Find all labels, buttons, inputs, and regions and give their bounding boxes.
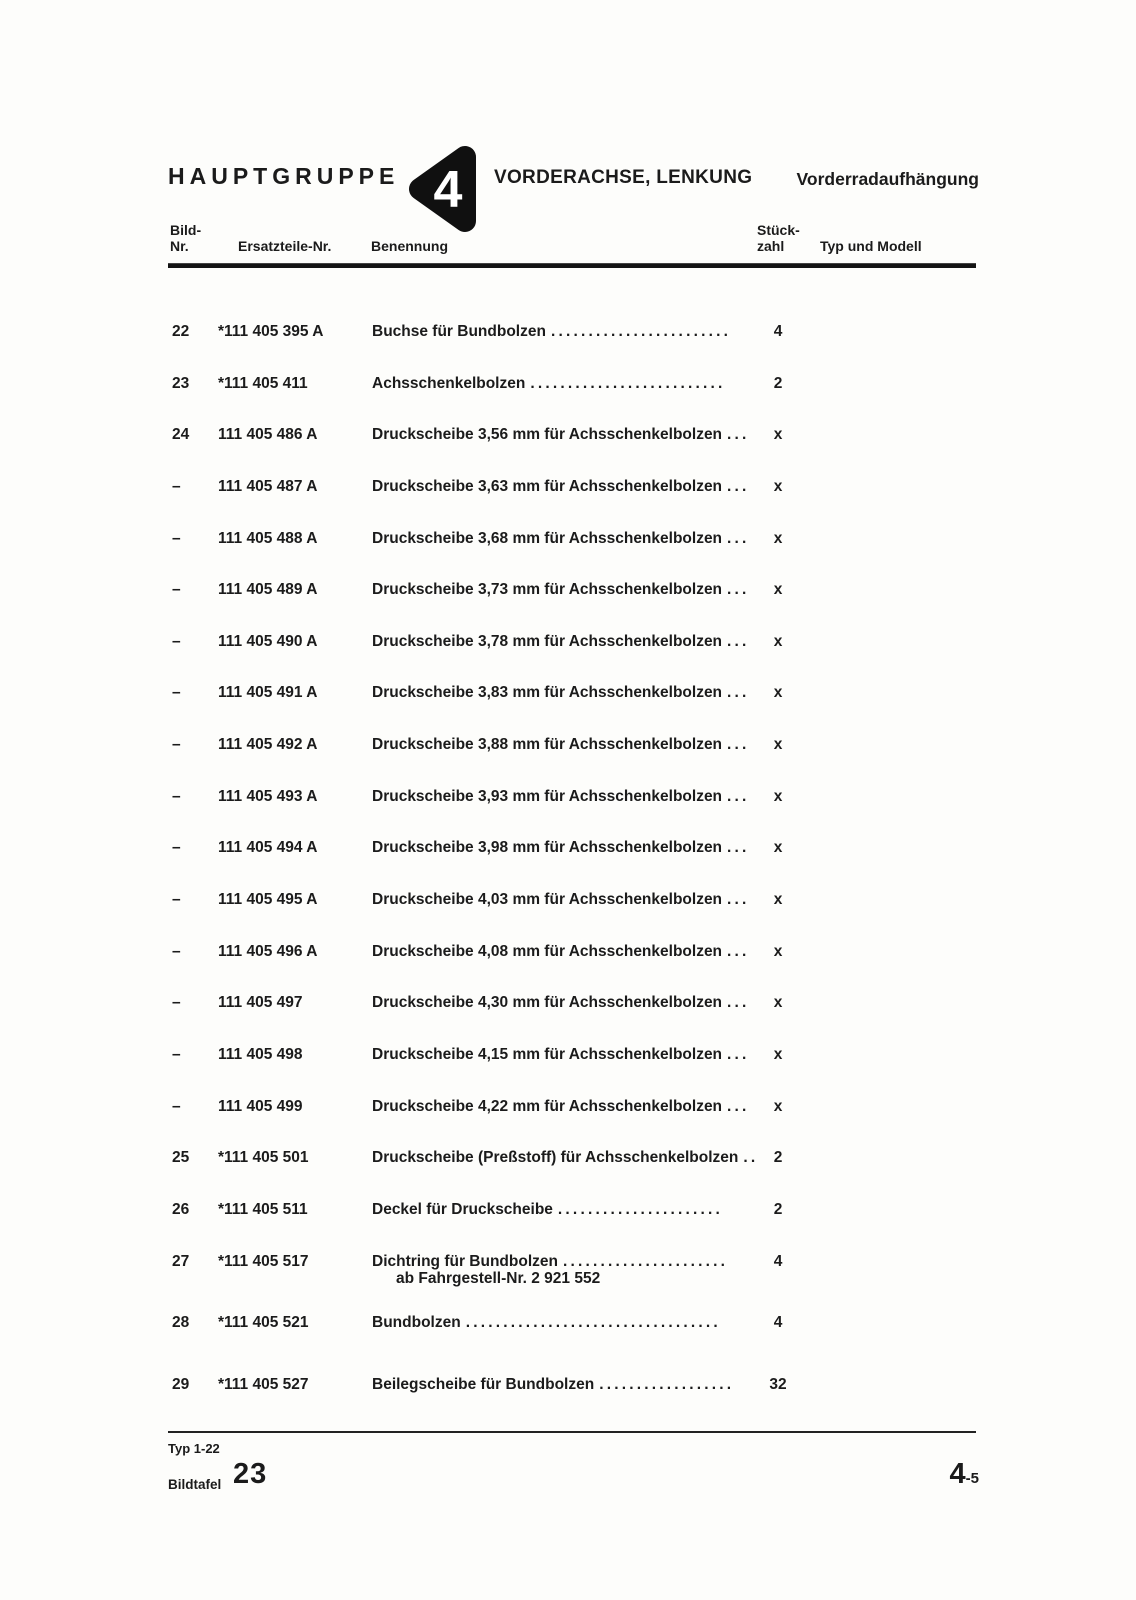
part-number-cell: 111 405 499 (218, 1097, 303, 1115)
table-row (168, 564, 998, 616)
bild-nr-cell: – (172, 684, 181, 702)
footer-page-number (950, 1458, 979, 1491)
part-number-cell: *111 405 521 (218, 1314, 309, 1332)
part-name-cell (372, 719, 750, 771)
dot-leader: ... (727, 426, 750, 444)
bild-nr-cell: 22 (172, 323, 190, 340)
part-name-text: Druckscheibe 4,03 mm für Achsschenkelbolzen (372, 891, 723, 909)
part-name-cell (372, 409, 750, 461)
bild-nr-cell: – (172, 477, 181, 495)
quantity-cell: x (773, 736, 783, 754)
dot-leader: ... (727, 1097, 750, 1115)
table-row (168, 771, 998, 823)
table-row (168, 1029, 998, 1081)
part-name-text: Druckscheibe 3,68 mm für Achsschenkelbolzen (372, 529, 723, 547)
table-row (168, 513, 998, 565)
part-name-text: Dichtring für Bundbolzen (372, 1252, 558, 1270)
table-row (168, 409, 998, 461)
table-row (168, 1359, 998, 1411)
column-header-ersatzteile-nr: Ersatzteile-Nr. (238, 238, 332, 254)
part-name-cell (372, 1184, 723, 1236)
quantity-cell: x (773, 787, 783, 805)
dot-leader: ... (727, 736, 750, 754)
footer-bildtafel-number: 23 (233, 1458, 268, 1490)
part-name-cell (372, 874, 750, 926)
quantity-cell: x (773, 581, 783, 599)
bild-nr-cell: – (172, 1045, 181, 1063)
column-header-stueck-line1: Stück- (757, 222, 800, 238)
table-row (168, 1184, 998, 1236)
part-number-cell: 111 405 497 (218, 994, 303, 1012)
part-name-text: Druckscheibe 3,73 mm für Achsschenkelbolzen (372, 581, 723, 599)
bild-nr-cell: – (172, 994, 181, 1012)
quantity-cell: 2 (773, 1200, 783, 1218)
part-name-text: Druckscheibe 3,83 mm für Achsschenkelbolzen (372, 684, 723, 702)
part-number-cell: 111 405 486 A (218, 426, 318, 444)
part-name-cell (372, 822, 750, 874)
table-row (168, 1297, 998, 1349)
catalog-group-title: HAUPTGRUPPE (168, 163, 400, 189)
parts-table (168, 306, 998, 1410)
column-header-bild-line2: Nr. (170, 238, 189, 254)
table-row (168, 667, 998, 719)
section-title: VORDERACHSE, LENKUNG (494, 167, 753, 188)
part-name-text: Achsschenkelbolzen (372, 374, 526, 392)
part-name-cell (372, 1359, 734, 1411)
part-name-cell (372, 1297, 721, 1349)
dot-leader: ... (727, 529, 750, 547)
part-name-text: Druckscheibe 3,98 mm für Achsschenkelbolzen (372, 839, 723, 857)
dot-leader: ... (727, 994, 750, 1012)
page-number-main: 4 (949, 1458, 966, 1490)
bild-nr-cell: 28 (172, 1314, 190, 1332)
quantity-cell: x (773, 839, 783, 857)
part-number-cell: 111 405 493 A (218, 787, 318, 805)
quantity-cell: x (773, 891, 783, 909)
quantity-cell: 4 (773, 1314, 783, 1332)
quantity-cell: x (773, 529, 783, 547)
part-name-cell (372, 1132, 758, 1184)
part-number-cell: 111 405 496 A (218, 942, 318, 960)
part-number-cell: *111 405 395 A (218, 323, 324, 340)
part-number-cell: 111 405 491 A (218, 684, 318, 702)
bild-nr-cell: 27 (172, 1252, 190, 1270)
table-row (168, 874, 998, 926)
column-header-typ-und-modell: Typ und Modell (820, 238, 922, 254)
part-number-cell: 111 405 492 A (218, 736, 318, 754)
table-row (168, 1132, 998, 1184)
bild-nr-cell: – (172, 529, 181, 547)
quantity-cell: x (773, 632, 783, 650)
group-number-badge (406, 141, 482, 237)
bild-nr-cell: – (172, 942, 181, 960)
part-name-cell (372, 358, 726, 410)
part-name-text: Druckscheibe 3,93 mm für Achsschenkelbolzen (372, 787, 723, 805)
part-number-cell: 111 405 488 A (218, 529, 318, 547)
dot-leader: ...................... (557, 1200, 724, 1218)
bild-nr-cell: 29 (172, 1375, 190, 1393)
part-name-cell (372, 513, 750, 565)
part-name-cell (372, 461, 750, 513)
table-row (168, 616, 998, 668)
dot-leader: ... (727, 787, 750, 805)
dot-leader: ... (727, 891, 750, 909)
page-number-sub: -5 (965, 1470, 979, 1487)
part-name-text: Druckscheibe 4,15 mm für Achsschenkelbolzen (372, 1045, 723, 1063)
quantity-cell: 2 (773, 374, 783, 392)
bild-nr-cell: – (172, 581, 181, 599)
part-name-text: Deckel für Druckscheibe (372, 1200, 553, 1218)
dot-leader: .......................... (530, 374, 726, 392)
subsection-title: Vorderradaufhängung (796, 169, 979, 189)
part-name-cell (372, 667, 750, 719)
part-name-text: Druckscheibe 3,56 mm für Achsschenkelbolzen (372, 426, 723, 444)
part-number-cell: 111 405 498 (218, 1045, 303, 1063)
dot-leader: ... (727, 632, 750, 650)
quantity-cell: x (773, 477, 783, 495)
part-number-cell: *111 405 517 (218, 1252, 309, 1270)
part-name-cell (372, 771, 750, 823)
dot-leader: .................. (599, 1375, 735, 1393)
bild-nr-cell: – (172, 632, 181, 650)
dot-leader: ... (727, 942, 750, 960)
dot-leader: ........................ (550, 323, 732, 340)
part-name-cell (372, 306, 731, 358)
part-name-text: Druckscheibe 3,78 mm für Achsschenkelbolzen (372, 632, 723, 650)
part-name-text: Buchse für Bundbolzen (372, 323, 546, 340)
dot-leader: ... (727, 581, 750, 599)
part-name-text: Druckscheibe 4,22 mm für Achsschenkelbolzen (372, 1097, 723, 1115)
part-number-cell: 111 405 494 A (218, 839, 318, 857)
part-name-text: Druckscheibe (Preßstoff) für Achsschenkelbolzen (372, 1149, 739, 1167)
part-name-cell (372, 616, 750, 668)
quantity-cell: x (773, 684, 783, 702)
bild-nr-cell: 24 (172, 426, 190, 444)
bild-nr-cell: 25 (172, 1149, 190, 1167)
part-number-cell: 111 405 490 A (218, 632, 318, 650)
footer-typ-range: Typ 1-22 (168, 1441, 220, 1456)
bild-nr-cell: 23 (172, 374, 190, 392)
table-row (168, 822, 998, 874)
dot-leader: .................................. (465, 1314, 721, 1332)
bild-nr-cell: – (172, 736, 181, 754)
part-number-cell: *111 405 527 (218, 1375, 309, 1393)
part-note-text: ab Fahrgestell-Nr. 2 921 552 (396, 1269, 601, 1287)
bild-nr-cell: – (172, 891, 181, 909)
part-name-text: Druckscheibe 3,88 mm für Achsschenkelbolzen (372, 736, 723, 754)
quantity-cell: x (773, 1045, 783, 1063)
part-number-cell: *111 405 411 (218, 374, 308, 392)
quantity-cell: 32 (769, 1375, 787, 1393)
dot-leader: ... (727, 477, 750, 495)
table-row (168, 977, 998, 1029)
dot-leader: ...................... (562, 1252, 729, 1270)
quantity-cell: 4 (773, 1252, 783, 1270)
quantity-cell: 2 (773, 1149, 783, 1167)
dot-leader: ... (727, 839, 750, 857)
column-header-bild-nr (170, 222, 201, 254)
part-number-cell: 111 405 487 A (218, 477, 318, 495)
part-number-cell: *111 405 511 (218, 1200, 308, 1218)
bild-nr-cell: – (172, 1097, 181, 1115)
bild-nr-cell: – (172, 839, 181, 857)
quantity-cell: x (773, 426, 783, 444)
table-row (168, 926, 998, 978)
table-row (168, 719, 998, 771)
bild-nr-cell: 26 (172, 1200, 190, 1218)
part-name-cell (372, 926, 750, 978)
table-row (168, 1236, 998, 1288)
part-name-cell (372, 1081, 750, 1133)
table-row (168, 358, 998, 410)
header-divider-rule (168, 263, 976, 268)
table-row (168, 306, 998, 358)
part-number-cell: *111 405 501 (218, 1149, 309, 1167)
dot-leader: ... (727, 684, 750, 702)
footer-bildtafel-label: Bildtafel (168, 1477, 222, 1492)
part-name-text: Druckscheibe 3,63 mm für Achsschenkelbolzen (372, 477, 723, 495)
dot-leader: .. (743, 1149, 759, 1167)
column-header-bild-line1: Bild- (170, 222, 202, 238)
bild-nr-cell: – (172, 787, 181, 805)
quantity-cell: x (773, 994, 783, 1012)
part-name-cell (372, 1029, 750, 1081)
column-header-stueckzahl (757, 222, 800, 254)
quantity-cell: 4 (773, 323, 783, 340)
quantity-cell: x (773, 942, 783, 960)
part-name-text: Druckscheibe 4,08 mm für Achsschenkelbolzen (372, 942, 723, 960)
part-name-cell (372, 977, 750, 1029)
column-header-benennung: Benennung (371, 238, 448, 254)
part-name-text: Druckscheibe 4,30 mm für Achsschenkelbolzen (372, 994, 723, 1012)
column-header-stueck-line2: zahl (757, 238, 785, 254)
footer-divider-rule (168, 1431, 976, 1433)
dot-leader: ... (727, 1045, 750, 1063)
table-row (168, 461, 998, 513)
part-name-cell (372, 564, 750, 616)
badge-number: 4 (433, 161, 463, 219)
part-name-text: Bundbolzen (372, 1314, 461, 1332)
part-number-cell: 111 405 495 A (218, 891, 318, 909)
quantity-cell: x (773, 1097, 783, 1115)
table-row (168, 1081, 998, 1133)
part-number-cell: 111 405 489 A (218, 581, 318, 599)
part-name-text: Beilegscheibe für Bundbolzen (372, 1375, 595, 1393)
